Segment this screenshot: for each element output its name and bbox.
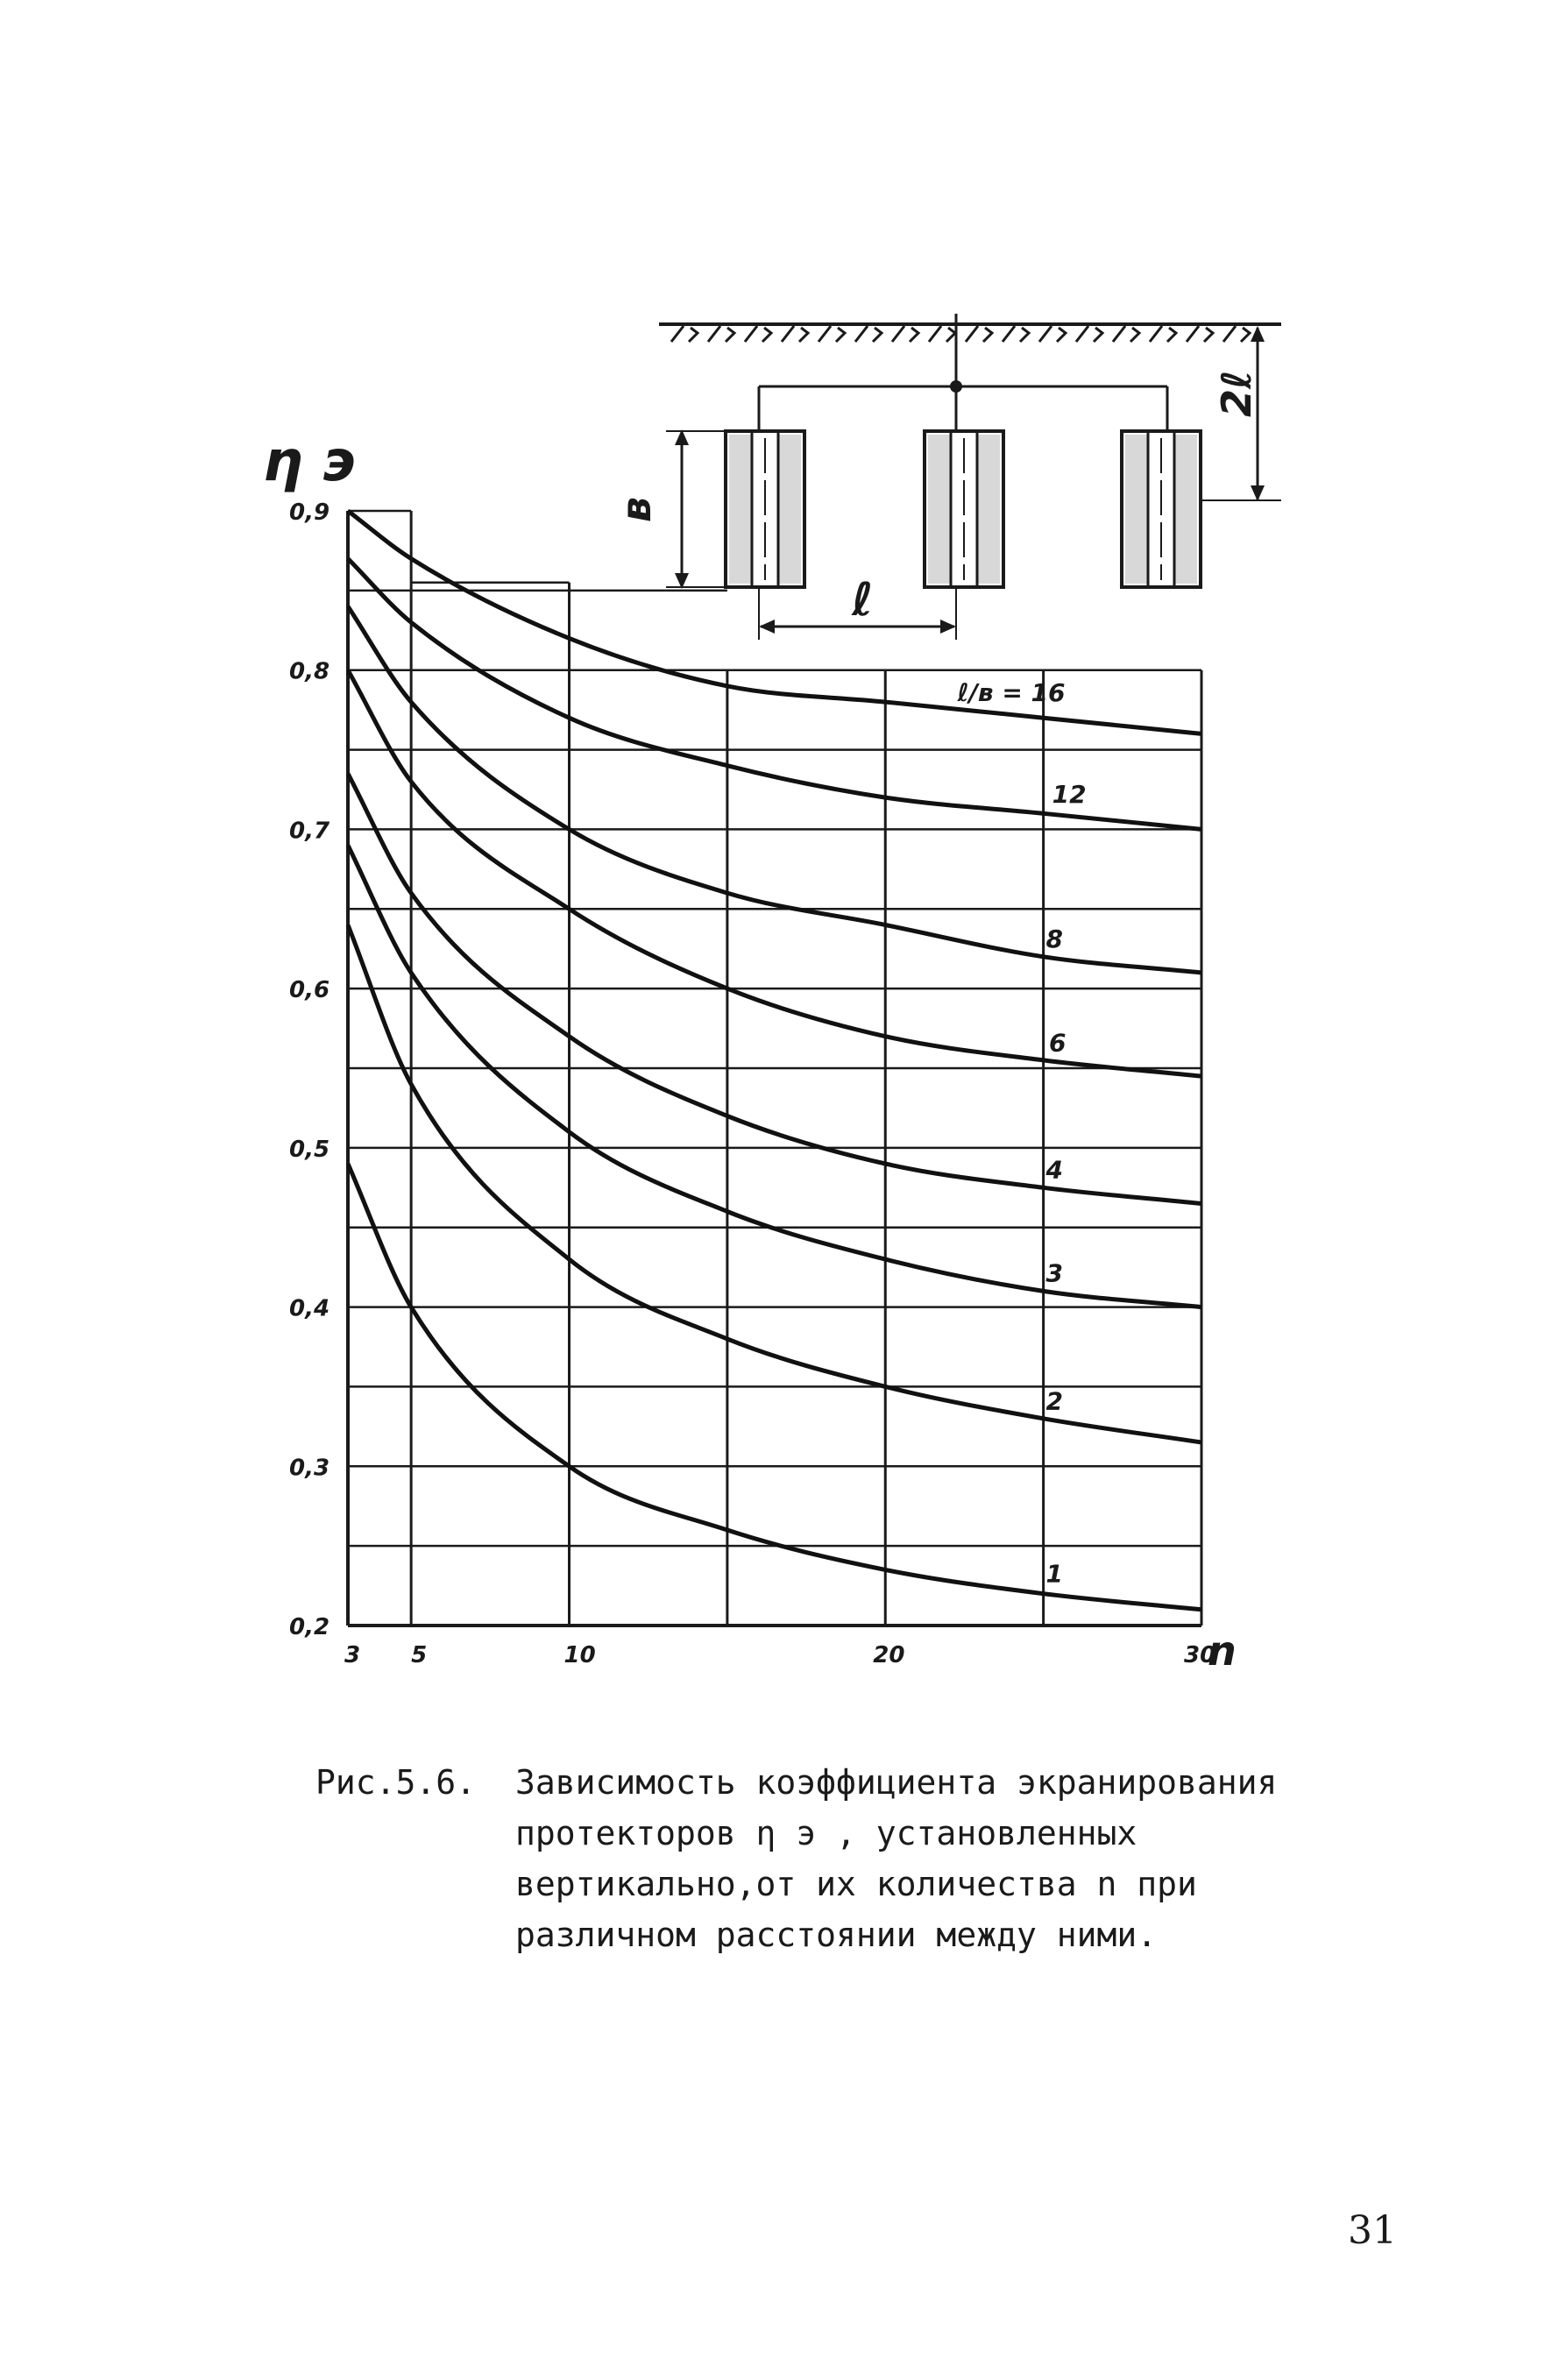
- y-tick-label: 0,8: [289, 658, 330, 685]
- protector-1: [726, 431, 804, 587]
- dimension-2l-arrow-top: [1251, 326, 1265, 342]
- y-axis-title: η э: [263, 429, 356, 494]
- chart-grid: [348, 511, 1201, 1626]
- y-tick-label: 0,4: [289, 1295, 330, 1322]
- y-tick-labels: [289, 499, 330, 1640]
- ground-hatching: [671, 326, 1250, 342]
- hatch-mark: [1150, 326, 1176, 342]
- series-label-5: 4: [1045, 1155, 1063, 1185]
- hatch-mark: [1039, 326, 1066, 342]
- series-label-3: 8: [1045, 924, 1063, 953]
- series-label-2: 12: [1052, 780, 1087, 810]
- figure-label: Рис.5.6.: [315, 1763, 477, 1802]
- hatch-mark: [819, 326, 845, 342]
- dimension-l-label: ℓ: [852, 574, 874, 627]
- series-curve-4: [348, 670, 1201, 1076]
- hatch-mark: [1223, 326, 1250, 342]
- hatch-mark: [1113, 326, 1139, 342]
- series-label-6: 3: [1045, 1258, 1063, 1288]
- y-tick-label: 0,3: [289, 1455, 330, 1482]
- hatch-mark: [1003, 326, 1029, 342]
- x-tick-label: 20: [873, 1642, 905, 1668]
- page-number: 31: [1348, 2208, 1397, 2253]
- dimension-2l-label: 2ℓ: [1213, 370, 1260, 417]
- dimension-2l-arrow-bottom: [1251, 485, 1265, 501]
- x-tick-label: 30: [1184, 1642, 1216, 1668]
- hatch-mark: [892, 326, 918, 342]
- y-tick-label: 0,9: [289, 499, 330, 526]
- x-tick-labels: [344, 1642, 1215, 1668]
- hatch-mark: [966, 326, 992, 342]
- cable-junction: [950, 380, 962, 393]
- x-tick-label: 3: [344, 1642, 361, 1668]
- dimension-l-arrow-left: [759, 620, 775, 634]
- series-curve-7: [348, 925, 1201, 1443]
- chart-curves: [348, 511, 1201, 1610]
- series-label-1: ℓ/в = 16: [957, 678, 1066, 708]
- series-label-8: 1: [1045, 1559, 1063, 1589]
- protector-3: [1122, 431, 1201, 587]
- series-curve-6: [348, 846, 1201, 1307]
- x-axis-title: n: [1208, 1627, 1237, 1675]
- series-label-7: 2: [1045, 1386, 1063, 1416]
- x-tick-label: 5: [411, 1642, 428, 1668]
- y-tick-label: 0,5: [289, 1136, 330, 1163]
- hatch-mark: [671, 326, 698, 342]
- x-tick-label: 10: [563, 1642, 596, 1668]
- hatch-mark: [745, 326, 771, 342]
- y-tick-label: 0,2: [289, 1614, 330, 1640]
- hatch-mark: [855, 326, 882, 342]
- figure-caption-text: Зависимость коэффициента экранирования протекторов η э , установленных вертикально,от их количества n при различном расстоянии между ними.: [515, 1763, 1278, 1954]
- hatch-mark: [708, 326, 734, 342]
- series-label-4: 6: [1049, 1028, 1067, 1058]
- hatch-mark: [1187, 326, 1213, 342]
- protector-2: [925, 431, 1003, 587]
- y-tick-label: 0,6: [289, 977, 330, 1004]
- y-tick-label: 0,7: [289, 818, 330, 845]
- hatch-mark: [1076, 326, 1102, 342]
- hatch-mark: [929, 326, 955, 342]
- dimension-b-label: в: [613, 496, 660, 522]
- hatch-mark: [782, 326, 808, 342]
- dimension-l-arrow-right: [940, 620, 956, 634]
